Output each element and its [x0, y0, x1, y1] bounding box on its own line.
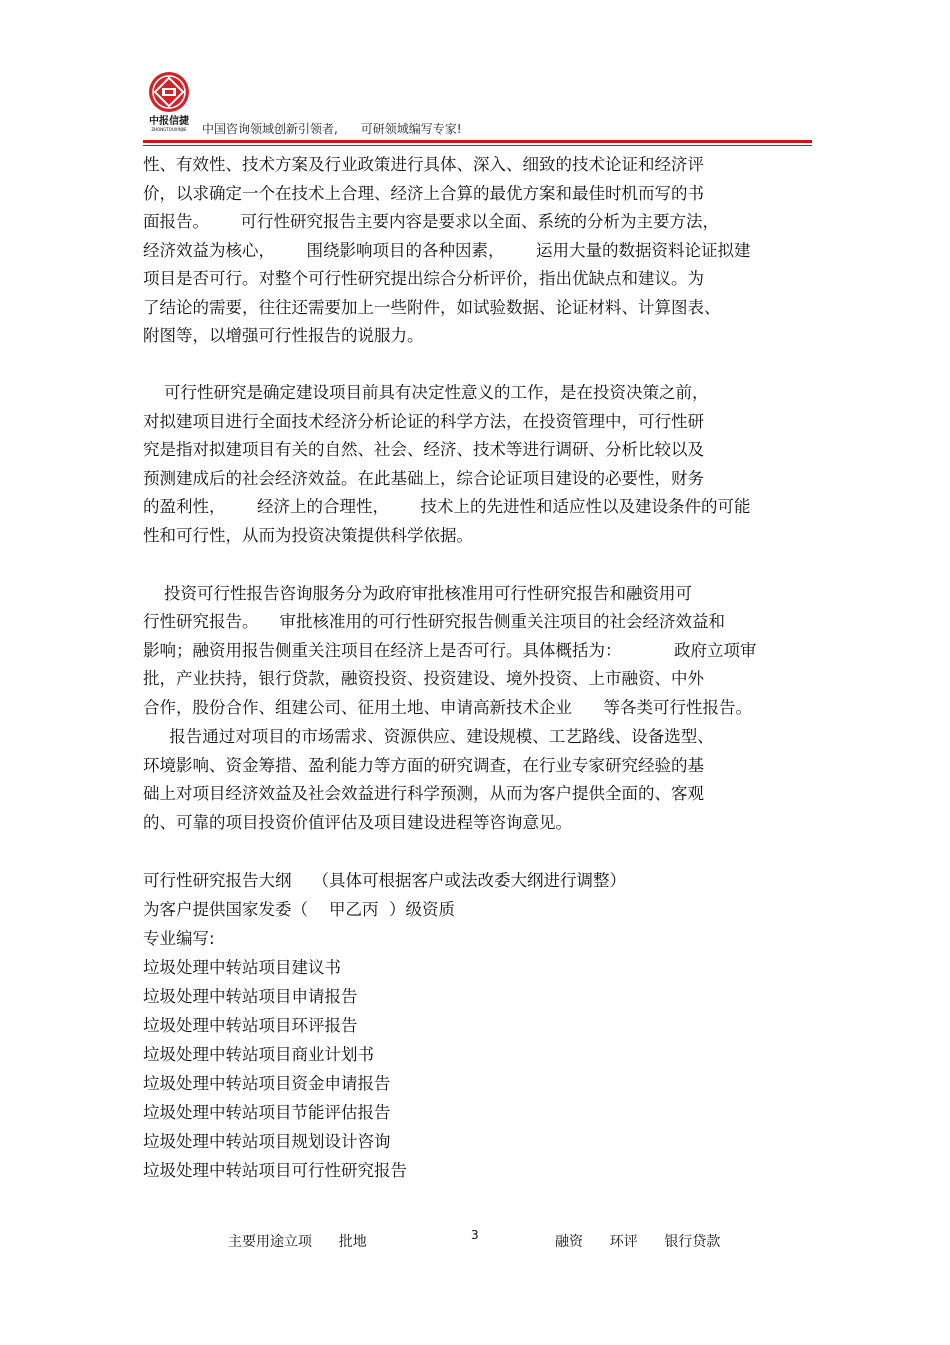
paragraph-1-line: 了结论的需要，往往还需要加上一些附件，如试验数据、论证材料、计算图表、	[143, 298, 721, 317]
paragraph-1-line: 性、有效性、技术方案及行业政策进行具体、深入、细致的技术论证和经济评	[143, 155, 704, 174]
outline-title: 可行性研究报告大纲 （具体可根据客户或法改委大纲进行调整）	[143, 871, 626, 890]
paragraph-3-line: 报告通过对项目的市场需求、资源供应、建设规模、工艺路线、设备选型、	[143, 727, 714, 746]
logo-emblem-icon	[147, 70, 191, 114]
paragraph-3-line: 础上对项目经济效益及社会效益进行科学预测，从而为客户提供全面的、客观	[143, 784, 704, 803]
paragraph-2-line: 究是指对拟建项目有关的自然、社会、经济、技术等进行调研、分析比较以及	[143, 440, 704, 459]
paragraph-3-line: 合作，股份合作、组建公司、征用土地、申请高新技术企业 等各类可行性报告。	[143, 698, 752, 717]
paragraph-3-line: 批，产业扶持，银行贷款，融资投资、投资建设、境外投资、上市融资、中外	[143, 669, 704, 688]
paragraph-3-line: 投资可行性报告咨询服务分为政府审批核准用可行性研究报告和融资用可	[143, 584, 692, 603]
page-number: 3	[471, 1228, 479, 1242]
paragraph-3-line: 的、可靠的项目投资价值评估及项目建设进程等咨询意见。	[143, 813, 572, 832]
paragraph-3-line: 环境影响、资金筹措、盈利能力等方面的研究调查，在行业专家研究经验的基	[143, 756, 704, 775]
footer-right-text: 融资 环评 银行贷款	[555, 1234, 721, 1250]
outline-list-item: 垃圾处理中转站项目申请报告	[143, 987, 358, 1006]
outline-subheading: 专业编写:	[143, 929, 215, 948]
svg-text:中报信捷: 中报信捷	[149, 116, 189, 127]
paragraph-1-line: 面报告。 可行性研究报告主要内容是要求以全面、系统的分析为主要方法，	[143, 212, 719, 231]
footer-left-text: 主要用途立项 批地	[228, 1234, 367, 1250]
outline-list-item: 垃圾处理中转站项目节能评估报告	[143, 1103, 391, 1122]
header-rule-thin	[143, 145, 812, 146]
paragraph-1-line: 项目是否可行。对整个可行性研究提出综合分析评价，指出优缺点和建议。为	[143, 269, 704, 288]
paragraph-2-line: 对拟建项目进行全面技术经济分析论证的科学方法，在投资管理中，可行性研	[143, 412, 704, 431]
outline-list-item: 垃圾处理中转站项目建议书	[143, 958, 341, 977]
logo-wordmark	[143, 114, 195, 132]
header-rule	[143, 140, 812, 143]
outline-list-item: 垃圾处理中转站项目规划设计咨询	[143, 1132, 391, 1151]
paragraph-1-line: 经济效益为核心， 围绕影响项目的各种因素， 运用大量的数据资料论证拟建	[143, 241, 751, 260]
outline-qualification: 为客户提供国家发委（ 甲乙丙 ）级资质	[143, 900, 455, 919]
paragraph-2-line: 的盈利性， 经济上的合理性， 技术上的先进性和适应性以及建设条件的可能	[143, 497, 751, 516]
outline-list-item: 垃圾处理中转站项目资金申请报告	[143, 1074, 391, 1093]
paragraph-2-line: 性和可行性，从而为投资决策提供科学依据。	[143, 526, 473, 545]
outline-list-item: 垃圾处理中转站项目环评报告	[143, 1016, 358, 1035]
paragraph-2-line: 预测建成后的社会经济效益。在此基础上，综合论证项目建设的必要性，财务	[143, 469, 704, 488]
svg-text:ZHONGTOUXINJIE: ZHONGTOUXINJIE	[151, 127, 187, 132]
paragraph-2-line: 可行性研究是确定建设项目前具有决定性意义的工作，是在投资决策之前，	[143, 383, 709, 402]
outline-list-item: 垃圾处理中转站项目商业计划书	[143, 1045, 374, 1064]
header-tagline: 中国咨询领域创新引领者, 可研领域编写专家!	[202, 122, 462, 136]
paragraph-3-line: 行性研究报告。 审批核准用的可行性研究报告侧重关注项目的社会经济效益和	[143, 612, 725, 631]
paragraph-1-line: 价，以求确定一个在技术上合理、经济上合算的最优方案和最佳时机而写的书	[143, 184, 704, 203]
paragraph-3-line: 影响；融资用报告侧重关注项目在经济上是否可行。具体概括为： 政府立项审	[143, 641, 757, 660]
company-logo	[143, 70, 195, 132]
paragraph-1-line: 附图等，以增强可行性报告的说服力。	[143, 326, 424, 345]
outline-list-item: 垃圾处理中转站项目可行性研究报告	[143, 1161, 407, 1180]
